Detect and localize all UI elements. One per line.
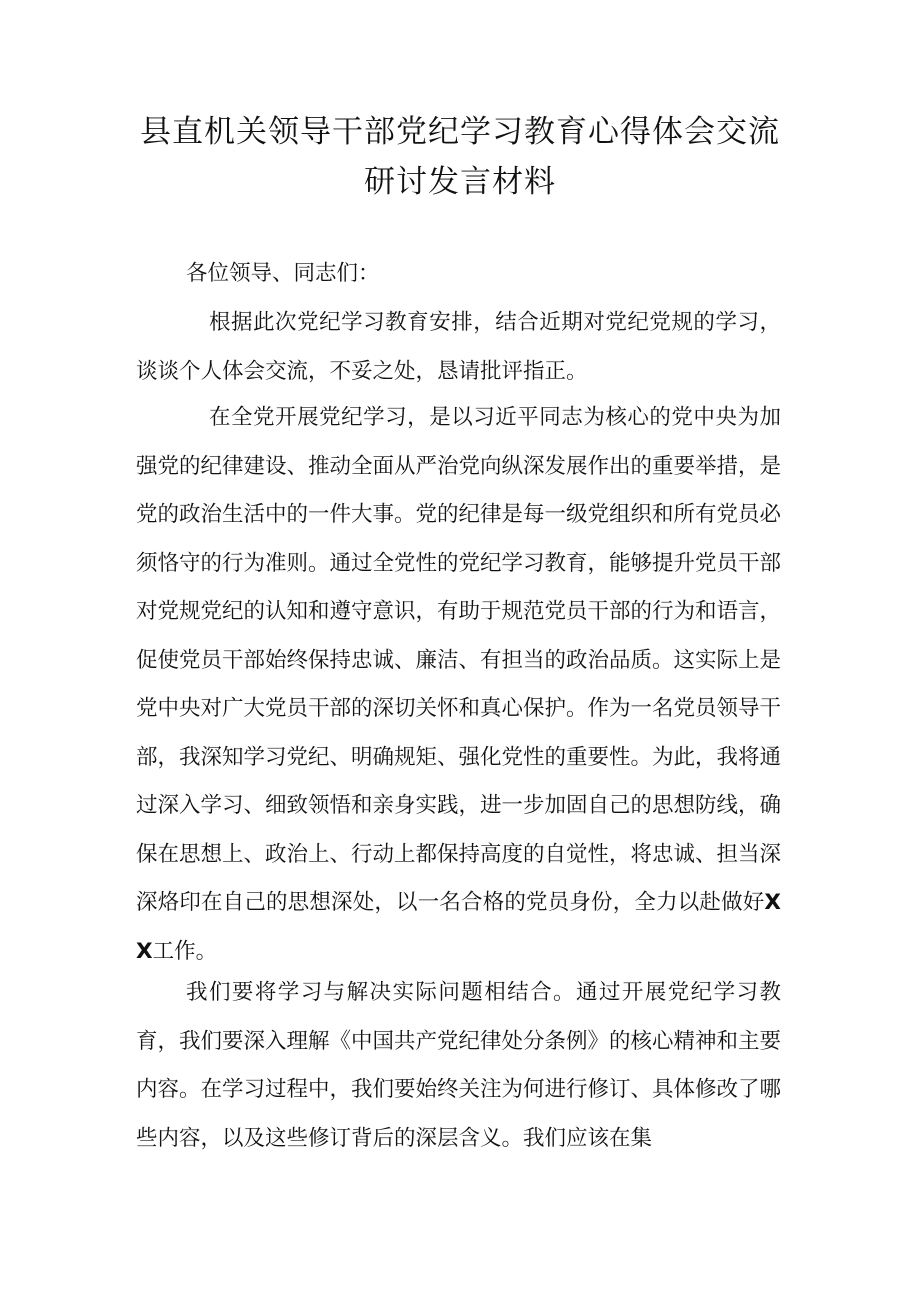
document-title-line-1: 县直机关领导干部党纪学习教育心得体会交流 [140,114,780,150]
paragraph-2-tail: 工作。 [152,938,218,964]
paragraph-2-body: 在全党开展党纪学习，是以习近平同志为核心的党中央为加强党的纪律建设、推动全面从严治党向纵深发展作出的重要举措，是党的政治生活中的一件大事。党的纪律是每一级党组织和所有党员必须恪守的行为准则。通过全党性的党纪学习教育，能够提升党员干部对党规党纪的认知和遵守意识，有助于规范党员干部的行为和语言，促使党员干部始终保持忠诚、廉洁、有担当的政治品质。这实际上是党中央对广大党员干部的深切关怀和真心保护。作为一名党员领导干部，我深知学习党纪、明确规矩、强化党性的重要性。为此，我将通过深入学习、细致领悟和亲身实践，进一步加固自己的思想防线，确保在思想上、政治上、行动上都保持高度的自觉性，将忠诚、担当深深烙印在自己的思想深处，以一名合格的党员身份，全力以赴做好 [136,405,782,915]
paragraph-2-placeholder: XX [136,890,781,964]
paragraph-1: 根据此次党纪学习教育安排，结合近期对党纪党规的学习，谈谈个人体会交流，不妥之处，恳请批评指正。 [136,310,781,384]
greeting: 各位领导、同志们： [186,261,380,286]
paragraph-3: 我们要将学习与解决实际问题相结合。通过开展党纪学习教育，我们要深入理解《中国共产党纪律处分条例》的核心精神和主要内容。在学习过程中，我们要始终关注为何进行修订、具体修改了哪些内容，以及这些修订背后的深层含义。我们应该在集 [136,980,782,1151]
paragraph-2 [136,394,781,976]
document-title-line-2: 研讨发言材料 [364,164,556,200]
